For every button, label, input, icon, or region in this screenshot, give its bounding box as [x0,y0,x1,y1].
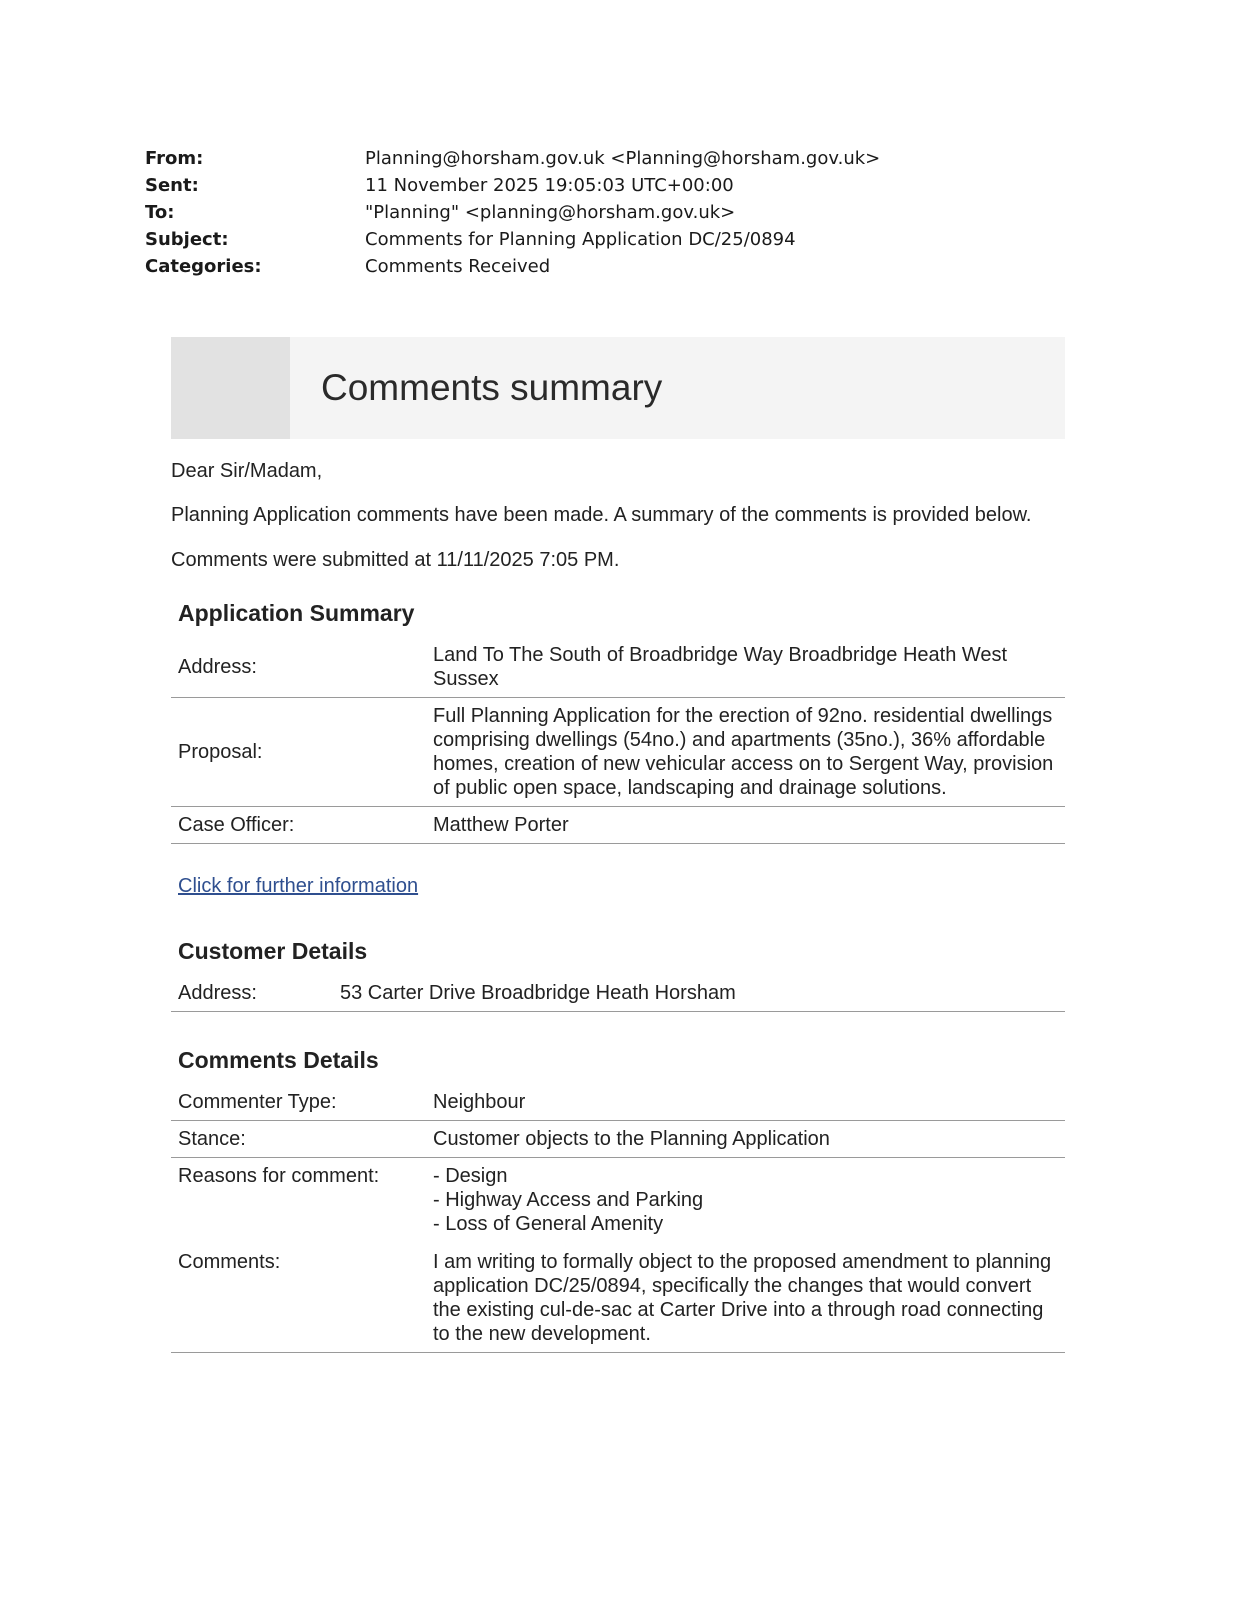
reasons-list [426,1158,1065,1245]
summary-banner [171,337,1065,439]
address-value: Land To The South of Broadbridge Way Broadbridge Heath West Sussex [426,637,1065,698]
subject-value: Comments for Planning Application DC/25/0894 [365,229,796,250]
case-officer-value: Matthew Porter [426,807,1065,844]
reason-item: - Highway Access and Parking [433,1189,704,1211]
further-info-wrap [171,874,1065,898]
page-title: Comments summary [321,367,663,408]
greeting: Dear Sir/Madam, [171,460,323,482]
table-row [171,637,1065,698]
subject-label: Subject: [145,229,229,250]
banner-block [171,337,290,439]
submitted-text: Comments were submitted at 11/11/2025 7:05 PM. [171,549,620,571]
proposal-label: Proposal: [171,698,426,807]
from-value: Planning@horsham.gov.uk <Planning@horsham.gov.uk> [365,148,881,169]
table-row [171,1084,1065,1121]
table-row [171,975,1065,1012]
comments-details-title: Comments Details [178,1047,379,1073]
table-row [171,1158,1065,1245]
intro-text: Planning Application comments have been made. A summary of the comments is provided below. [171,504,1032,526]
to-row [145,199,1045,226]
from-label: From: [145,148,204,169]
further-info-link[interactable]: Click for further information [178,875,419,897]
to-value: "Planning" <planning@horsham.gov.uk> [365,202,736,223]
categories-label: Categories: [145,256,262,277]
subject-row [145,226,1045,253]
comments-value: I am writing to formally object to the proposed amendment to planning application DC/25/0894, specifically the changes that would convert the existing cul-de-sac at Carter Drive into a through road connecting to the new development. [426,1244,1065,1353]
application-summary-title: Application Summary [178,600,415,626]
commenter-type-value: Neighbour [426,1084,1065,1121]
table-row [171,807,1065,844]
table-row [171,1244,1065,1353]
sent-row [145,172,1045,199]
customer-address-label: Address: [171,975,333,1012]
case-officer-label: Case Officer: [171,807,426,844]
reason-item: - Design [433,1165,508,1187]
stance-value: Customer objects to the Planning Application [426,1121,1065,1158]
table-row [171,1121,1065,1158]
sent-label: Sent: [145,175,199,196]
customer-details-table [171,975,1065,1012]
comments-label: Comments: [171,1244,426,1353]
address-label: Address: [171,637,426,698]
reasons-label: Reasons for comment: [178,1165,380,1187]
proposal-value: Full Planning Application for the erection of 92no. residential dwellings comprising dwellings (54no.) and apartments (35no.), 36% affordable homes, creation of new vehicular access on to Sergent Way, provision of public open space, landscaping and drainage solutions. [426,698,1065,807]
application-summary-table [171,637,1065,844]
customer-details-title: Customer Details [178,938,368,964]
comments-details-table [171,1084,1065,1353]
reason-item: - Loss of General Amenity [433,1213,664,1235]
from-row [145,145,1045,172]
stance-label: Stance: [171,1121,426,1158]
commenter-type-label: Commenter Type: [171,1084,426,1121]
categories-row [145,253,1045,280]
table-row [171,698,1065,807]
customer-address-value: 53 Carter Drive Broadbridge Heath Horsham [333,975,1065,1012]
categories-value: Comments Received [365,256,551,277]
sent-value: 11 November 2025 19:05:03 UTC+00:00 [365,175,734,196]
email-header [145,145,1045,280]
to-label: To: [145,202,175,223]
email-body [171,337,1065,1353]
